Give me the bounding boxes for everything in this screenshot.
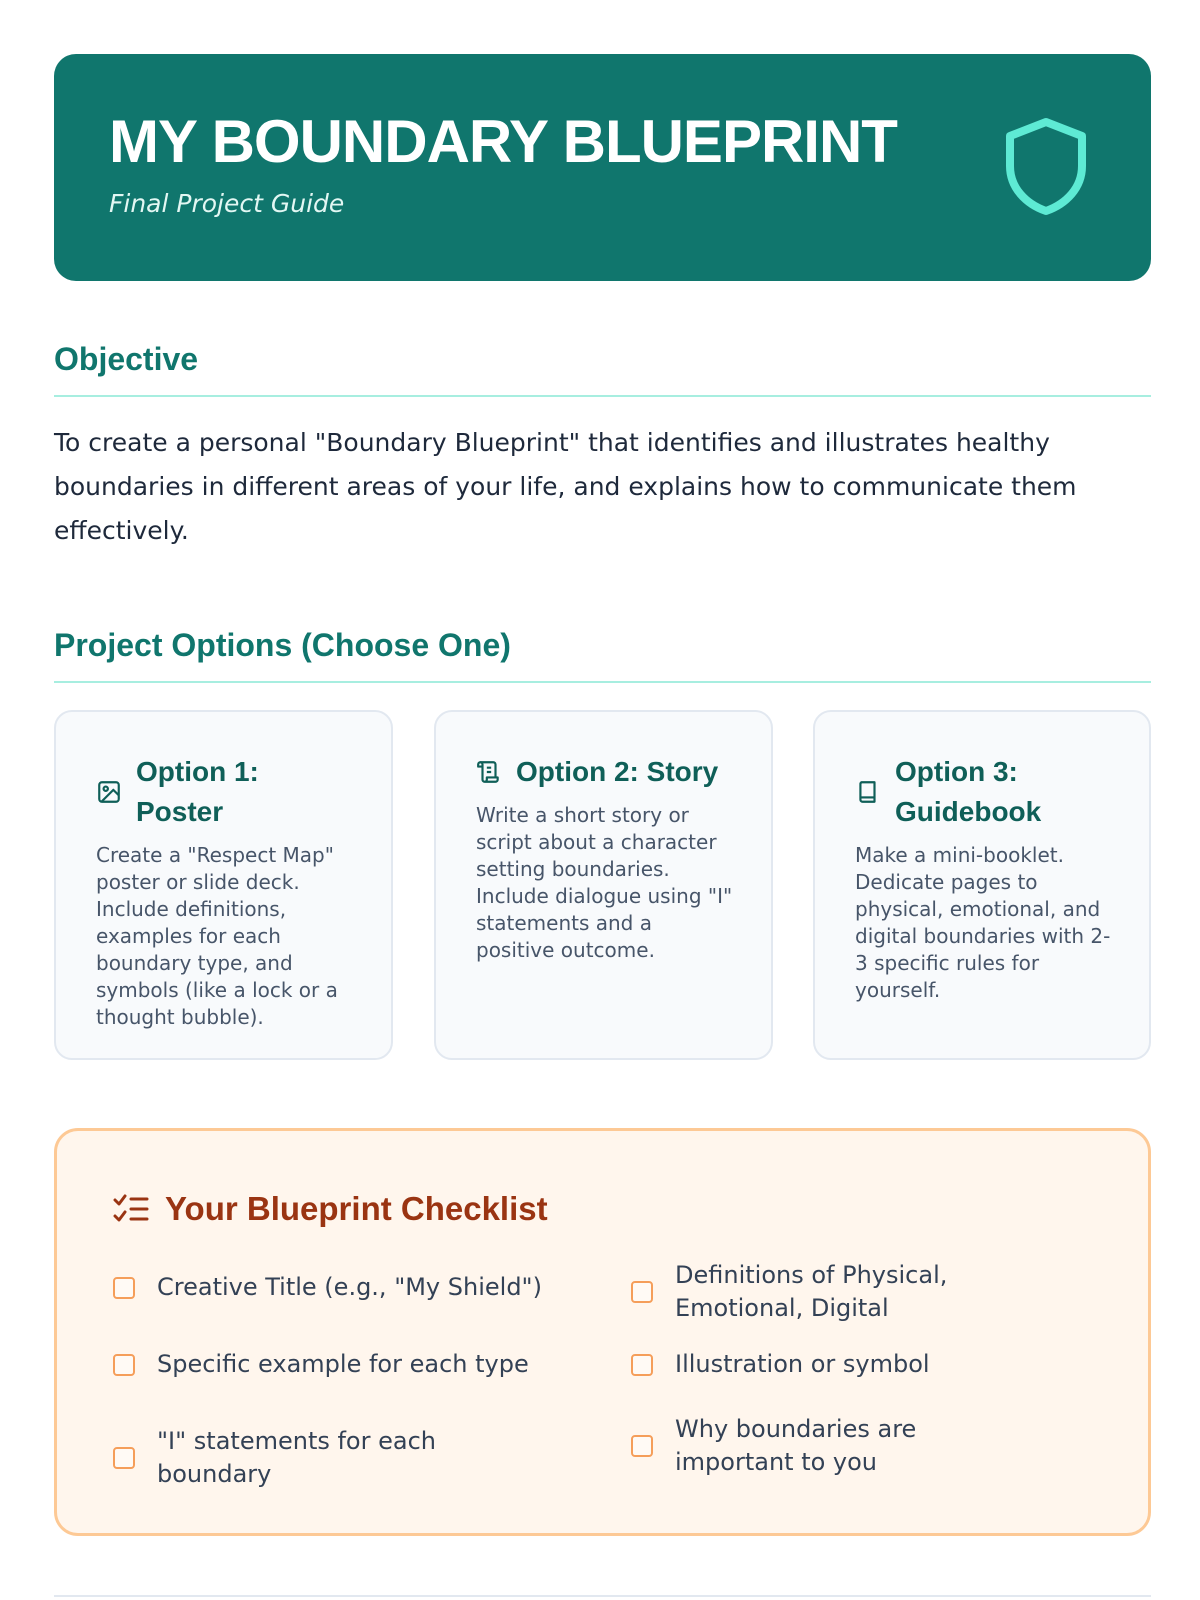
option-description: Create a "Respect Map" poster or slide deck. Include definitions, examples for each boundary type, and symbols (like a lock or a thought bubble). [96,843,338,1029]
option-card-guidebook [813,710,1151,1060]
option-title: Option 2: Story [516,756,719,787]
option-title: Option 1: Poster [136,756,259,827]
checklist-header [113,1187,1098,1231]
option-cards [54,710,1151,1060]
option-title: Option 3: Guidebook [895,756,1042,827]
checklist-title: Your Blueprint Checklist [165,1190,548,1227]
option-card-story [434,710,773,1060]
checklist-item[interactable] [113,1271,553,1304]
objective-section [54,339,1151,553]
list-checks-icon [113,1193,149,1225]
option-card-header [855,752,1111,832]
objective-divider [54,395,1151,397]
checklist-item-label: Definitions of Physical, Emotional, Digital [675,1261,948,1322]
checkbox[interactable] [113,1354,135,1376]
checklist-item[interactable] [631,1348,1061,1381]
checklist-item-label: Specific example for each type [157,1350,529,1378]
checkbox[interactable] [113,1277,135,1299]
page-subtitle: Final Project Guide [109,189,345,218]
checkbox[interactable] [631,1354,653,1376]
options-section [54,625,1151,683]
checklist-item[interactable] [631,1259,1061,1325]
page-title: MY BOUNDARY BLUEPRINT [109,108,897,175]
checklist-item[interactable] [113,1348,553,1381]
checklist-item[interactable] [113,1425,553,1491]
checkbox[interactable] [631,1435,653,1457]
shield-icon [1003,116,1089,216]
options-heading: Project Options (Choose One) [54,627,511,663]
page [54,54,1151,1536]
blueprint-checklist [54,1128,1151,1536]
checkbox[interactable] [113,1447,135,1469]
option-card-poster [54,710,393,1060]
image-icon [96,779,122,805]
bottom-divider [54,1595,1151,1597]
objective-heading: Objective [54,341,199,377]
header-banner [54,54,1151,281]
option-card-header [476,752,733,792]
option-description: Write a short story or script about a character setting boundaries. Include dialogue using "I" statements and a positive outcome. [476,803,733,962]
checklist-item-label: Illustration or symbol [675,1350,930,1378]
checklist-item-label: Why boundaries are important to you [675,1415,917,1476]
option-description: Make a mini-booklet. Dedicate pages to physical, emotional, and digital boundaries with 2-3 specific rules for yourself. [855,843,1111,1002]
checklist-item-label: "I" statements for each boundary [157,1427,436,1488]
checklist-item[interactable] [631,1413,1031,1479]
checkbox[interactable] [631,1281,653,1303]
checklist-item-label: Creative Title (e.g., "My Shield") [157,1273,542,1301]
book-icon [855,779,881,805]
scroll-icon [476,759,502,785]
option-card-header [96,752,353,832]
options-divider [54,681,1151,683]
objective-text: To create a personal "Boundary Blueprint" that identifies and illustrates healthy boundaries in different areas of your life, and explains how to communicate them effectively. [54,428,1077,545]
